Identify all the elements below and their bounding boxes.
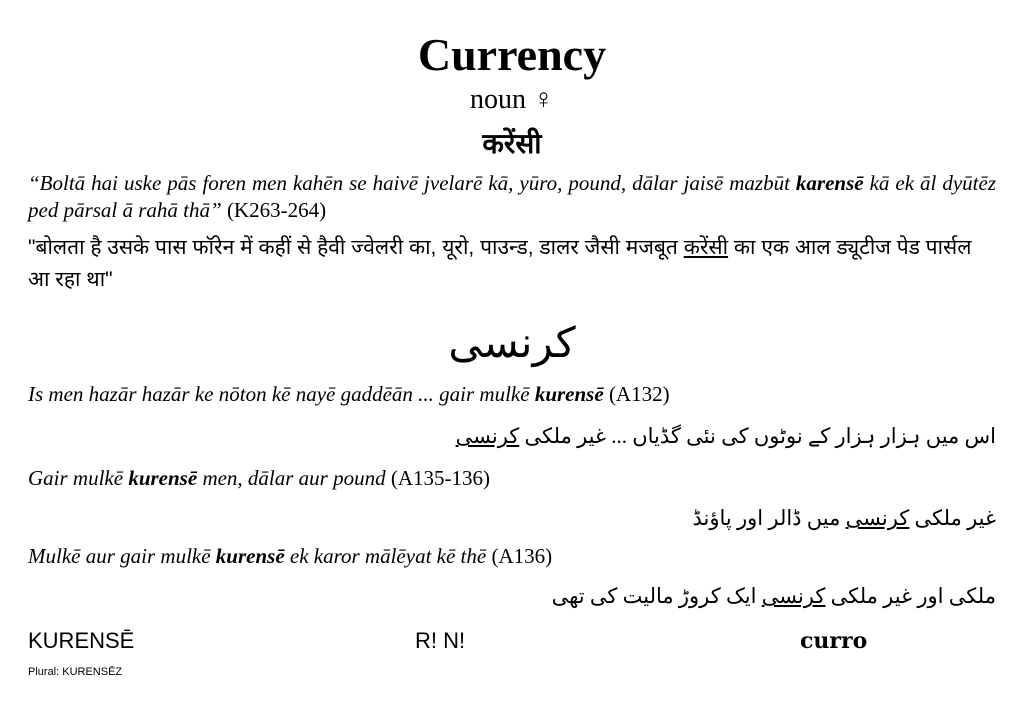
plural-form: Plural: KURENSĒZ bbox=[28, 666, 123, 678]
etymology-word: curro bbox=[800, 628, 868, 654]
hindi-quote-underlined: करेंसी bbox=[683, 236, 729, 259]
citation-quote bbox=[28, 170, 996, 224]
symbol-notation: R! N! bbox=[415, 628, 466, 653]
quote-text-after: kā ek āl dyūtēz ped pārsal ā rahā thā” bbox=[28, 171, 996, 222]
quote-bold-word: karensē bbox=[795, 171, 864, 195]
example-2-before: Gair mulkē bbox=[28, 466, 129, 490]
example-3 bbox=[28, 544, 552, 569]
example-1-ref: (A132) bbox=[608, 382, 670, 406]
hindi-quote-before: "बोलता है उसके पास फॉरेन में कहीं से हैवी ज्वेलरी का, यूरो, पाउन्ड, डालर जैसी मजबूत bbox=[28, 236, 684, 259]
example-1-before: Is men hazār hazār ke nōton kē nayē gaddēān ... gair mulkē bbox=[28, 382, 535, 406]
example-2-ref: (A135-136) bbox=[390, 466, 491, 490]
example-2-bold: kurensē bbox=[128, 466, 198, 490]
example-2-after: men, dālar aur pound bbox=[197, 466, 386, 490]
quote-reference: (K263-264) bbox=[226, 198, 327, 222]
example-2-urdu-underlined: کرنسی bbox=[845, 506, 910, 530]
pronunciation: KURENSĒ bbox=[28, 628, 135, 653]
example-3-urdu-underlined: کرنسی bbox=[761, 584, 826, 608]
example-2-urdu-before: غیر ملکی bbox=[909, 506, 996, 530]
example-1-urdu-underlined: کرنسی bbox=[455, 424, 520, 448]
example-3-bold: kurensē bbox=[215, 544, 285, 568]
urdu-headword: کرنسی bbox=[448, 321, 576, 367]
part-of-speech: noun ♀ bbox=[470, 84, 554, 115]
example-3-urdu bbox=[552, 584, 996, 609]
example-3-urdu-before: ملکی اور غیر ملکی bbox=[825, 584, 996, 608]
example-3-urdu-after: ایک کروڑ مالیت کی تھی bbox=[551, 584, 762, 608]
example-3-before: Mulkē aur gair mulkē bbox=[28, 544, 216, 568]
example-1-urdu-before: اس میں ہزار ہزار کے نوٹوں کی نئی گڈیاں ... غیر ملکی bbox=[519, 424, 996, 448]
hindi-headword: करेंसी bbox=[482, 128, 542, 159]
example-2-urdu bbox=[692, 506, 996, 531]
example-3-after: ek karor mālēyat kē thē bbox=[284, 544, 487, 568]
example-1-bold: kurensē bbox=[534, 382, 604, 406]
page-title: Currency bbox=[417, 29, 607, 80]
example-1-urdu bbox=[456, 424, 996, 449]
hindi-quote bbox=[28, 232, 998, 296]
hindi-quote-after: का एक आल ड्यूटीज पेड पार्सल आ रहा था" bbox=[28, 236, 972, 291]
quote-text-before: “Boltā hai uske pās foren men kahēn se haivē jvelarē kā, yūro, pound, dālar jaisē mazbūt bbox=[28, 171, 796, 195]
example-2-urdu-after: میں ڈالر اور پاؤنڈ bbox=[692, 506, 846, 530]
example-1 bbox=[28, 382, 670, 407]
example-2 bbox=[28, 466, 490, 491]
example-3-ref: (A136) bbox=[491, 544, 553, 568]
